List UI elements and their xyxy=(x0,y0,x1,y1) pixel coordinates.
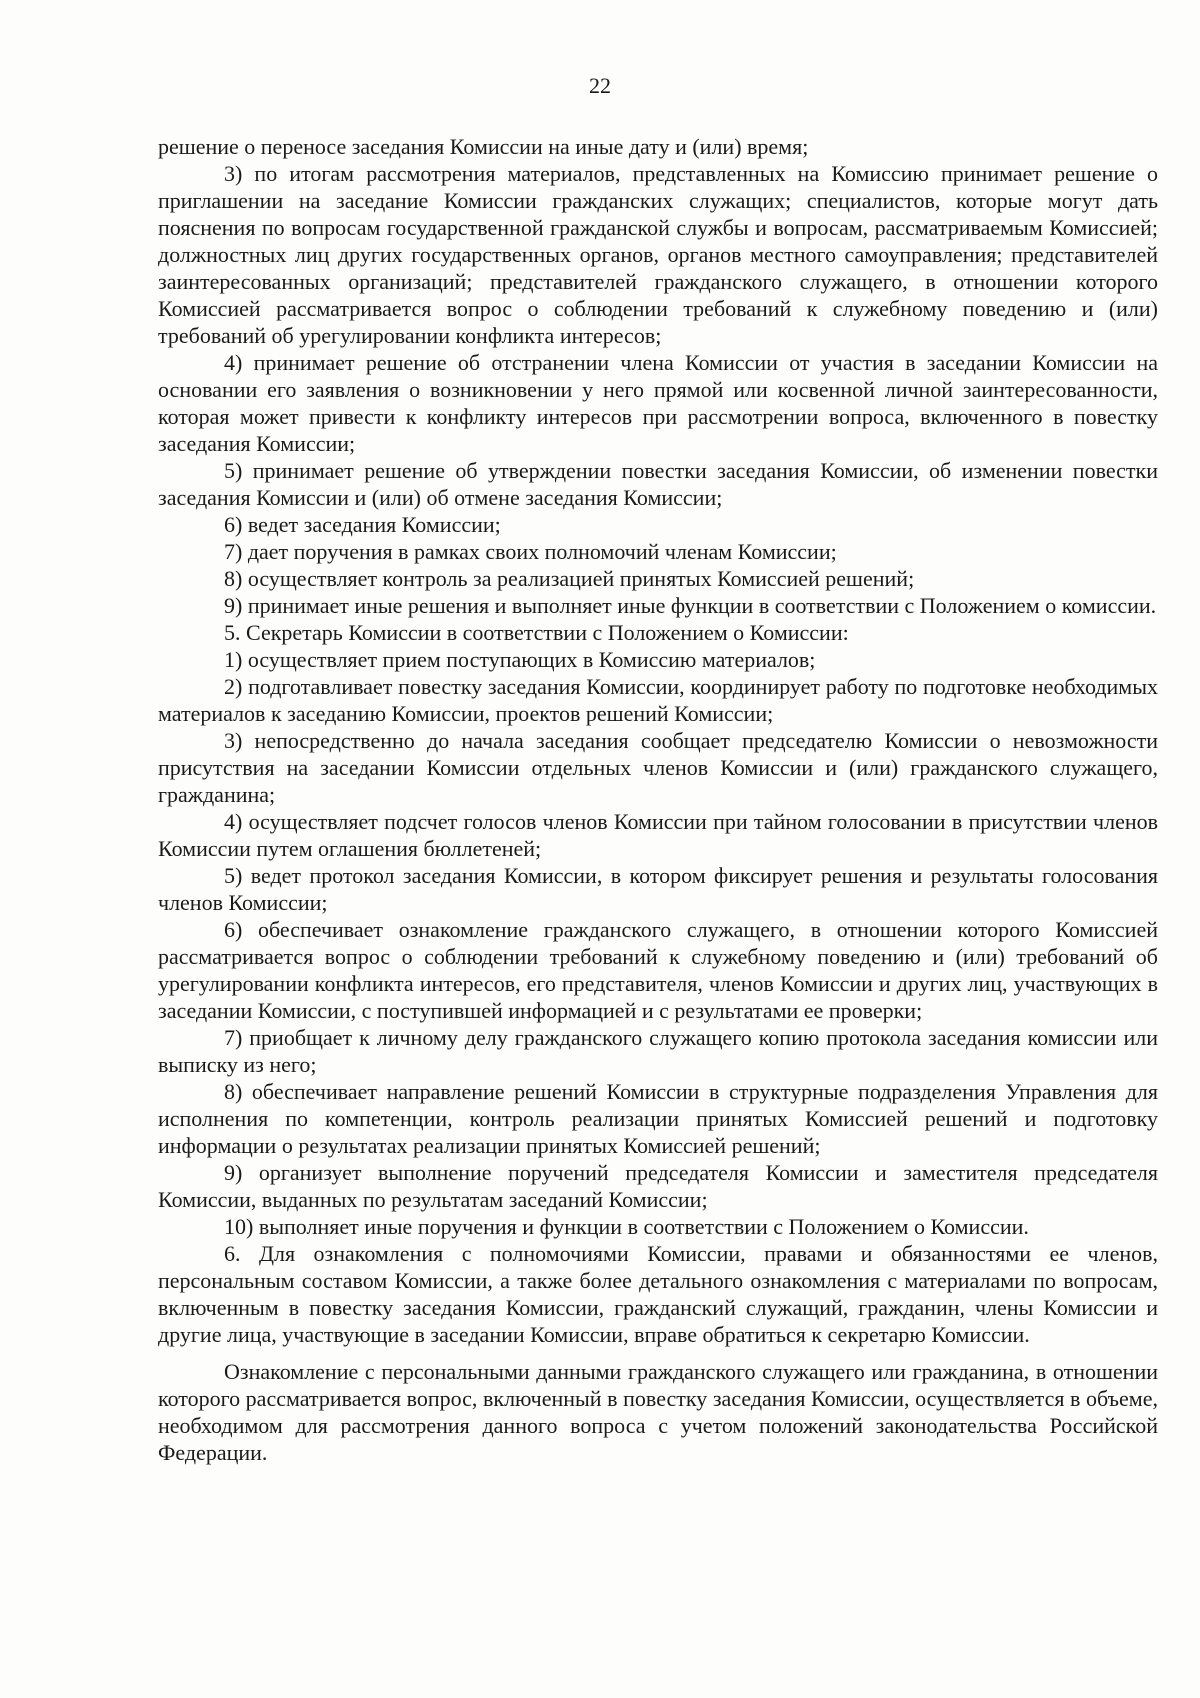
secretary-item-9: 9) организует выполнение поручений председателя Комиссии и заместителя председателя Комиссии, выданных по результатам заседаний Комиссии; xyxy=(158,1160,1158,1212)
paragraph-item-8: 8) осуществляет контроль за реализацией принятых Комиссией решений; xyxy=(224,566,915,591)
paragraph-item-3: 3) по итогам рассмотрения материалов, представленных на Комиссию принимает решение о приглашении на заседание Комиссии гражданских служащих; специалистов, которые могут дать пояснения по вопросам государственной гражданской службы и вопросам, рассматриваемым Комиссией; должностных лиц других государственных органов, органов местного самоуправления; представителей заинтересованных организаций; представителей гражданского служащего, в отношении которого Комиссией рассматривается вопрос о соблюдении требований к служебному поведению и (или) требований об урегулировании конфликта интересов; xyxy=(158,161,1158,348)
paragraph-item-6: 6) ведет заседания Комиссии; xyxy=(224,512,501,537)
secretary-item-3: 3) непосредственно до начала заседания сообщает председателю Комиссии о невозможности присутствия на заседании Комиссии отдельных членов Комиссии и (или) гражданского служащего, гражданина; xyxy=(158,728,1158,807)
paragraph-continuation: решение о переносе заседания Комиссии на иные дату и (или) время; xyxy=(158,134,809,159)
secretary-item-2: 2) подготавливает повестку заседания Комиссии, координирует работу по подготовке необходимых материалов к заседанию Комиссии, проектов решений Комиссии; xyxy=(158,674,1158,726)
section-5-heading: 5. Секретарь Комиссии в соответствии с Положением о Комиссии: xyxy=(224,620,849,645)
secretary-item-8: 8) обеспечивает направление решений Комиссии в структурные подразделения Управления для исполнения по компетенции, контроль реализации принятых Комиссией решений и подготовку информации о результатах реализации принятых Комиссией решений; xyxy=(158,1079,1158,1158)
paragraph-item-9: 9) принимает иные решения и выполняет иные функции в соответствии с Положением о комиссии. xyxy=(224,593,1157,618)
paragraph-item-5: 5) принимает решение об утверждении повестки заседания Комиссии, об изменении повестки заседания Комиссии и (или) об отмене заседания Комиссии; xyxy=(158,458,1158,510)
secretary-item-10: 10) выполняет иные поручения и функции в соответствии с Положением о Комиссии. xyxy=(224,1214,1029,1239)
paragraph-item-4: 4) принимает решение об отстранении члена Комиссии от участия в заседании Комиссии на основании его заявления о возникновении у него прямой или косвенной личной заинтересованности, которая может привести к конфликту интересов при рассмотрении вопроса, включенного в повестку заседания Комиссии; xyxy=(158,350,1158,456)
document-body xyxy=(158,133,1158,1466)
secretary-item-1: 1) осуществляет прием поступающих в Комиссию материалов; xyxy=(224,647,816,672)
secretary-item-7: 7) приобщает к личному делу гражданского служащего копию протокола заседания комиссии или выписку из него; xyxy=(158,1025,1158,1077)
personal-data-paragraph: Ознакомление с персональными данными гражданского служащего или гражданина, в отношении которого рассматривается вопрос, включенный в повестку заседания Комиссии, осуществляется в объеме, необходимом для рассмотрения данного вопроса с учетом положений законодательства Российской Федерации. xyxy=(158,1359,1158,1465)
section-6-paragraph: 6. Для ознакомления с полномочиями Комиссии, правами и обязанностями ее членов, персональным составом Комиссии, а также более детального ознакомления с материалами по вопросам, включенным в повестку заседания Комиссии, гражданский служащий, гражданин, члены Комиссии и другие лица, участвующие в заседании Комиссии, вправе обратиться к секретарю Комиссии. xyxy=(158,1241,1158,1347)
paragraph-item-7: 7) дает поручения в рамках своих полномочий членам Комиссии; xyxy=(224,539,837,564)
secretary-item-6: 6) обеспечивает ознакомление гражданского служащего, в отношении которого Комиссией рассматривается вопрос о соблюдении требований к служебному поведению и (или) требований об урегулировании конфликта интересов, его представителя, членов Комиссии и других лиц, участвующих в заседании Комиссии, с поступившей информацией и с результатами ее проверки; xyxy=(158,917,1158,1023)
page-number: 22 xyxy=(589,73,611,98)
secretary-item-5: 5) ведет протокол заседания Комиссии, в котором фиксирует решения и результаты голосования членов Комиссии; xyxy=(158,863,1158,915)
secretary-item-4: 4) осуществляет подсчет голосов членов Комиссии при тайном голосовании в присутствии членов Комиссии путем оглашения бюллетеней; xyxy=(158,809,1158,861)
